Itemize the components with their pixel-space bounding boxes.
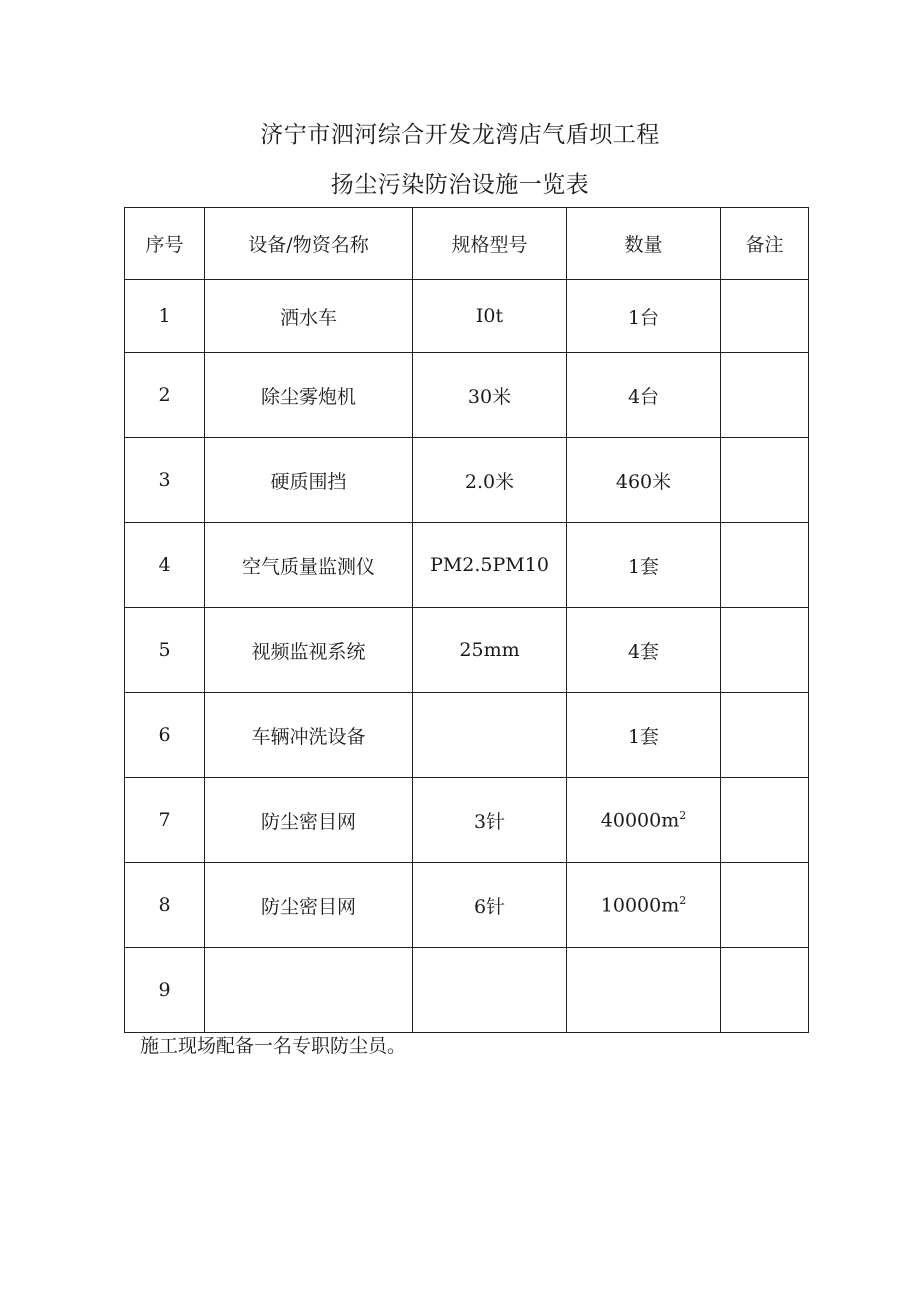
cell-note: [721, 438, 809, 523]
cell-qty: [567, 608, 721, 693]
qty-value: 1套: [627, 725, 660, 748]
cell-no: 3: [125, 438, 205, 523]
qty-superscript: 2: [679, 893, 687, 907]
cell-name: 除尘雾炮机: [205, 353, 413, 438]
cell-no: 4: [125, 523, 205, 608]
header-note: 备注: [721, 208, 809, 280]
cell-spec: 2.0米: [413, 438, 567, 523]
cell-name: 防尘密目网: [205, 863, 413, 948]
qty-value: 460米: [615, 470, 672, 493]
cell-name: 洒水车: [205, 280, 413, 353]
cell-name: 车辆冲洗设备: [205, 693, 413, 778]
table-row: [125, 863, 809, 948]
cell-spec: 6针: [413, 863, 567, 948]
cell-qty: [567, 778, 721, 863]
table-header-row: [125, 208, 809, 280]
table-row: [125, 523, 809, 608]
cell-note: [721, 353, 809, 438]
cell-qty: [567, 353, 721, 438]
footnote: 施工现场配备一名专职防尘员。: [140, 1035, 407, 1057]
document-title: 济宁市泗河综合开发龙湾店气盾坝工程: [260, 122, 660, 148]
header-no: 序号: [125, 208, 205, 280]
cell-qty: [567, 523, 721, 608]
cell-note: [721, 863, 809, 948]
cell-spec: 25mm: [413, 608, 567, 693]
cell-spec: 3针: [413, 778, 567, 863]
header-name: 设备/物资名称: [205, 208, 413, 280]
cell-no: 5: [125, 608, 205, 693]
qty-superscript: 2: [679, 808, 687, 822]
cell-no: 1: [125, 280, 205, 353]
cell-name: 硬质围挡: [205, 438, 413, 523]
cell-no: 9: [125, 948, 205, 1033]
facility-table: [124, 207, 809, 1033]
qty-value: 4台: [627, 385, 660, 408]
header-qty: 数量: [567, 208, 721, 280]
table-row: [125, 280, 809, 353]
cell-no: 2: [125, 353, 205, 438]
cell-qty: [567, 693, 721, 778]
table-row: [125, 693, 809, 778]
cell-no: 6: [125, 693, 205, 778]
cell-note: [721, 948, 809, 1033]
table-row: [125, 438, 809, 523]
cell-spec: [413, 693, 567, 778]
qty-value: 10000m: [600, 894, 680, 917]
cell-note: [721, 778, 809, 863]
cell-name: 视频监视系统: [205, 608, 413, 693]
table-row: [125, 353, 809, 438]
cell-spec: I0t: [413, 280, 567, 353]
qty-value: 4套: [627, 640, 660, 663]
cell-note: [721, 608, 809, 693]
cell-note: [721, 523, 809, 608]
cell-note: [721, 280, 809, 353]
qty-value: 40000m: [600, 809, 680, 832]
table-row: [125, 948, 809, 1033]
qty-value: 1台: [627, 306, 660, 329]
table-row: [125, 608, 809, 693]
table-row: [125, 778, 809, 863]
cell-no: 7: [125, 778, 205, 863]
cell-qty: [567, 863, 721, 948]
header-spec: 规格型号: [413, 208, 567, 280]
cell-qty: [567, 280, 721, 353]
cell-qty: [567, 948, 721, 1033]
document-subtitle: 扬尘污染防治设施一览表: [330, 172, 590, 198]
cell-spec: [413, 948, 567, 1033]
cell-no: 8: [125, 863, 205, 948]
cell-note: [721, 693, 809, 778]
cell-spec: 30米: [413, 353, 567, 438]
cell-name: 空气质量监测仪: [205, 523, 413, 608]
cell-name: [205, 948, 413, 1033]
cell-name: 防尘密目网: [205, 778, 413, 863]
qty-value: 1套: [627, 555, 660, 578]
cell-qty: [567, 438, 721, 523]
cell-spec: PM2.5PM10: [413, 523, 567, 608]
